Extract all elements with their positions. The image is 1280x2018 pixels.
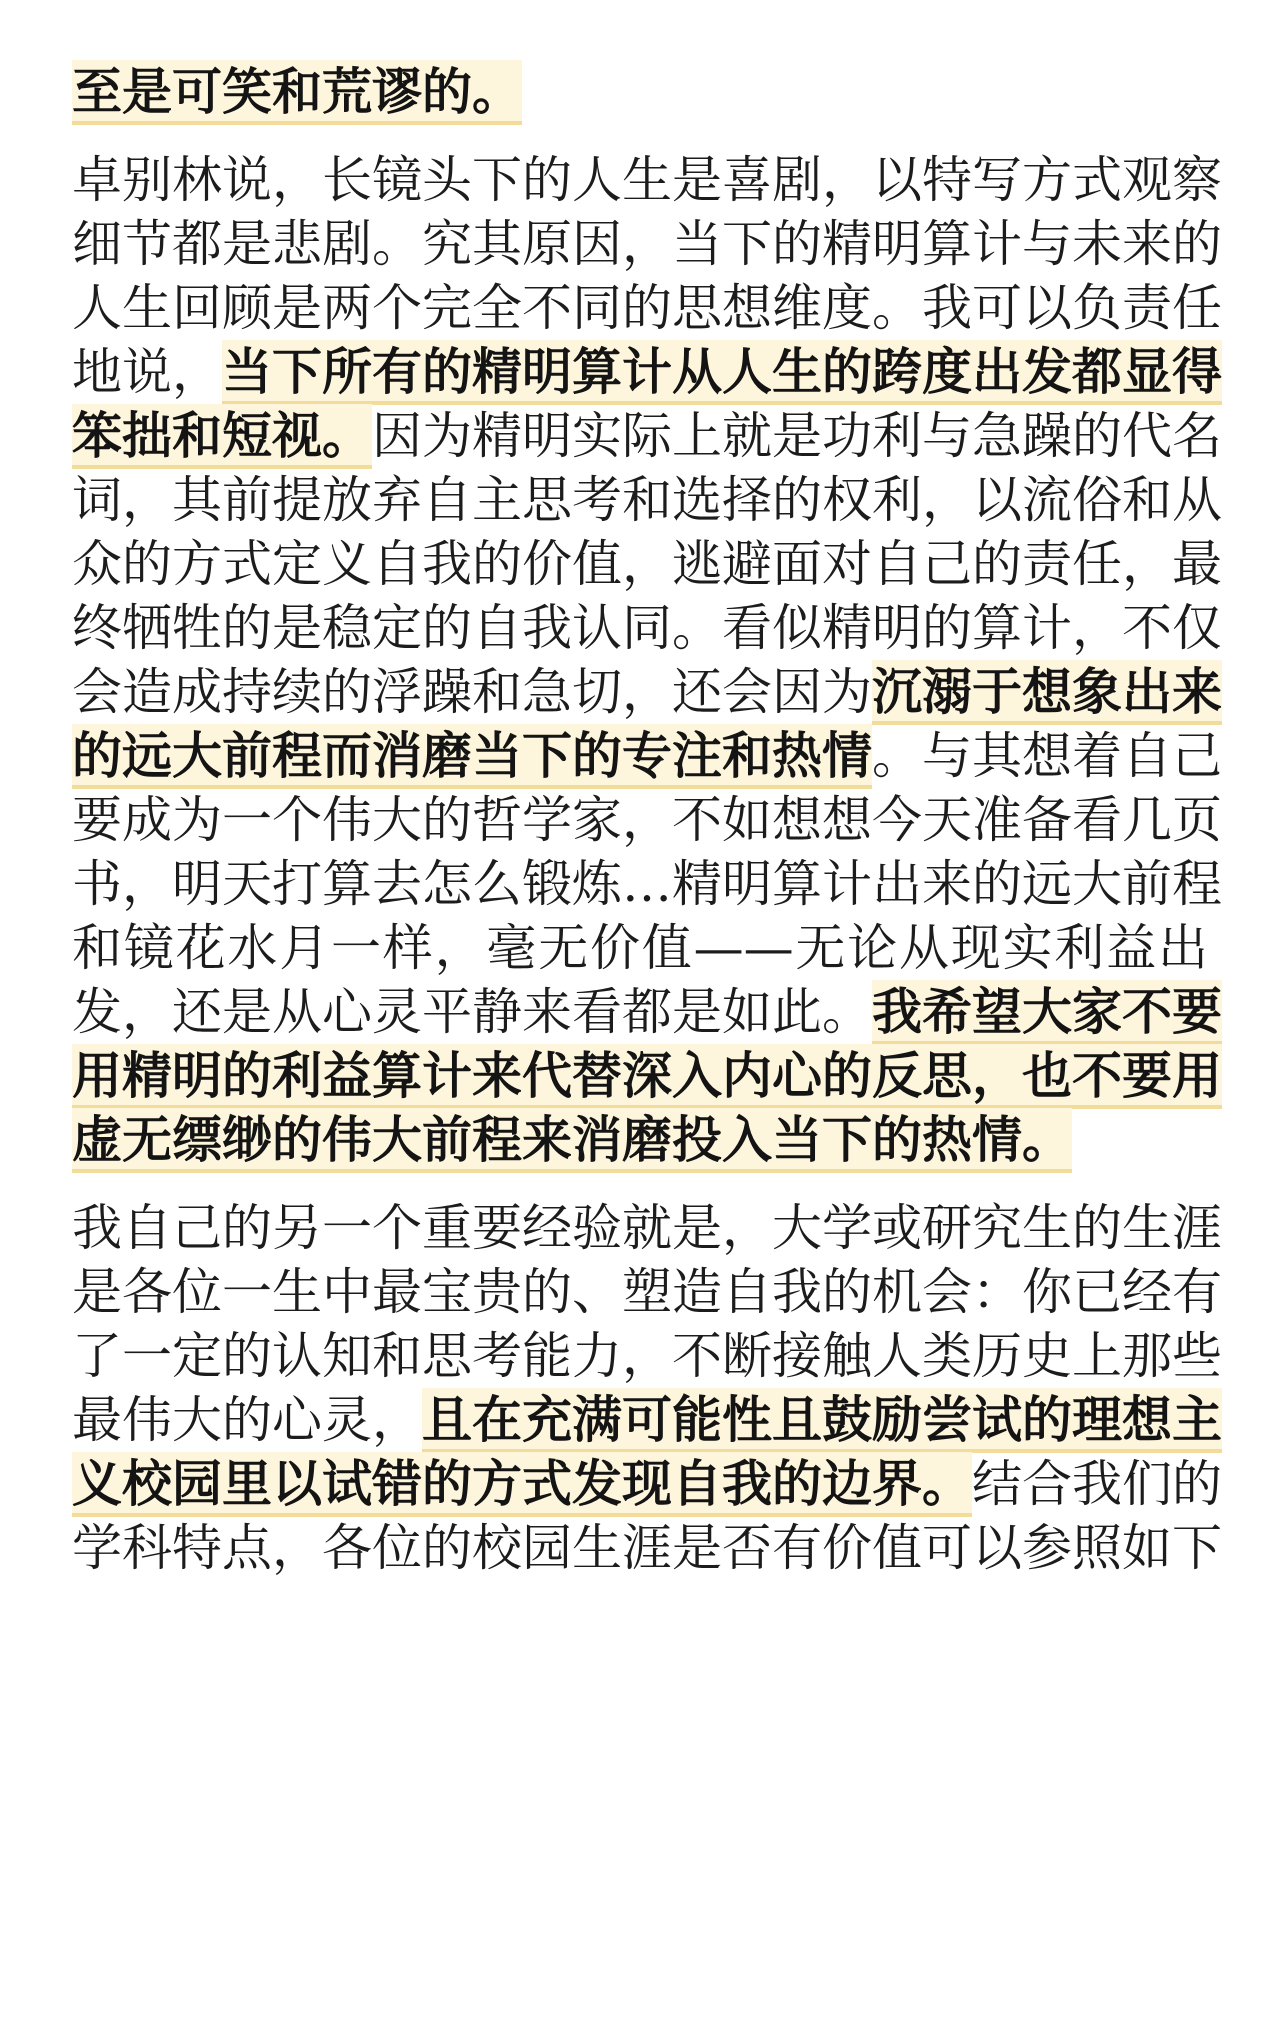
text-line (72, 1324, 1222, 1388)
text-line (72, 1388, 1222, 1452)
text-line (72, 1452, 1222, 1516)
highlighted-text[interactable]: 当下所有的精明算计从人生的跨度出发都显得 (222, 340, 1222, 405)
text-line (72, 468, 1222, 532)
text-line (72, 1044, 1222, 1108)
text-line (72, 596, 1222, 660)
text-line (72, 1196, 1222, 1260)
body-text: 结合我们的 (972, 1455, 1222, 1513)
body-text: 会造成持续的浮躁和急切，还会因为 (72, 663, 872, 721)
body-text: 词，其前提放弃自主思考和选择的权利，以流俗和从 (72, 471, 1222, 529)
body-text: 人生回顾是两个完全不同的思想维度。我可以负责任 (72, 279, 1222, 337)
text-line (72, 276, 1222, 340)
text-line (72, 1108, 1072, 1172)
body-text: 书，明天打算去怎么锻炼…精明算计出来的远大前程 (72, 855, 1222, 913)
body-text: 和镜花水月一样，毫无价值——无论从现实利益出 (72, 919, 1208, 977)
highlighted-text[interactable]: 笨拙和短视。 (72, 404, 372, 469)
text-line (72, 532, 1222, 596)
body-text: 要成为一个伟大的哲学家，不如想想今天准备看几页 (72, 791, 1222, 849)
text-line (72, 788, 1222, 852)
text-line (72, 660, 1222, 724)
highlighted-text[interactable]: 且在充满可能性且鼓励尝试的理想主 (422, 1388, 1222, 1453)
highlighted-text[interactable]: 义校园里以试错的方式发现自我的边界。 (72, 1452, 972, 1517)
body-text: 发，还是从心灵平静来看都是如此。 (72, 983, 872, 1041)
text-line (72, 404, 1222, 468)
highlighted-text[interactable]: 至是可笑和荒谬的。 (72, 60, 522, 125)
body-text: 地说， (72, 343, 222, 401)
body-text: 最伟大的心灵， (72, 1391, 422, 1449)
body-text: 。与其想着自己 (872, 727, 1222, 785)
body-text: 了一定的认知和思考能力，不断接触人类历史上那些 (72, 1327, 1222, 1385)
highlighted-text[interactable]: 用精明的利益算计来代替深入内心的反思，也不要用 (72, 1044, 1222, 1109)
highlighted-text[interactable]: 的远大前程而消磨当下的专注和热情 (72, 724, 872, 789)
body-text: 细节都是悲剧。究其原因，当下的精明算计与未来的 (72, 215, 1222, 273)
text-line (72, 60, 522, 124)
highlighted-text[interactable]: 虚无缥缈的伟大前程来消磨投入当下的热情。 (72, 1108, 1072, 1173)
body-text: 众的方式定义自我的价值，逃避面对自己的责任，最 (72, 535, 1222, 593)
highlighted-text[interactable]: 沉溺于想象出来 (872, 660, 1222, 725)
body-text: 卓别林说，长镜头下的人生是喜剧，以特写方式观察 (72, 151, 1222, 209)
text-line (72, 724, 1222, 788)
highlighted-text[interactable]: 我希望大家不要 (872, 980, 1222, 1045)
body-text: 是各位一生中最宝贵的、塑造自我的机会：你已经有 (72, 1263, 1222, 1321)
text-line (72, 212, 1222, 276)
body-text: 学科特点，各位的校园生涯是否有价值可以参照如下 (72, 1519, 1222, 1577)
text-line (72, 1516, 1222, 1580)
text-line (72, 340, 1222, 404)
text-line (72, 980, 1222, 1044)
body-text: 我自己的另一个重要经验就是，大学或研究生的生涯 (72, 1199, 1222, 1257)
body-text: 因为精明实际上就是功利与急躁的代名 (372, 407, 1222, 465)
text-line (72, 852, 1222, 916)
text-line (72, 148, 1222, 212)
body-text: 终牺牲的是稳定的自我认同。看似精明的算计，不仅 (72, 599, 1222, 657)
text-line (72, 1260, 1222, 1324)
text-line (72, 916, 1208, 980)
